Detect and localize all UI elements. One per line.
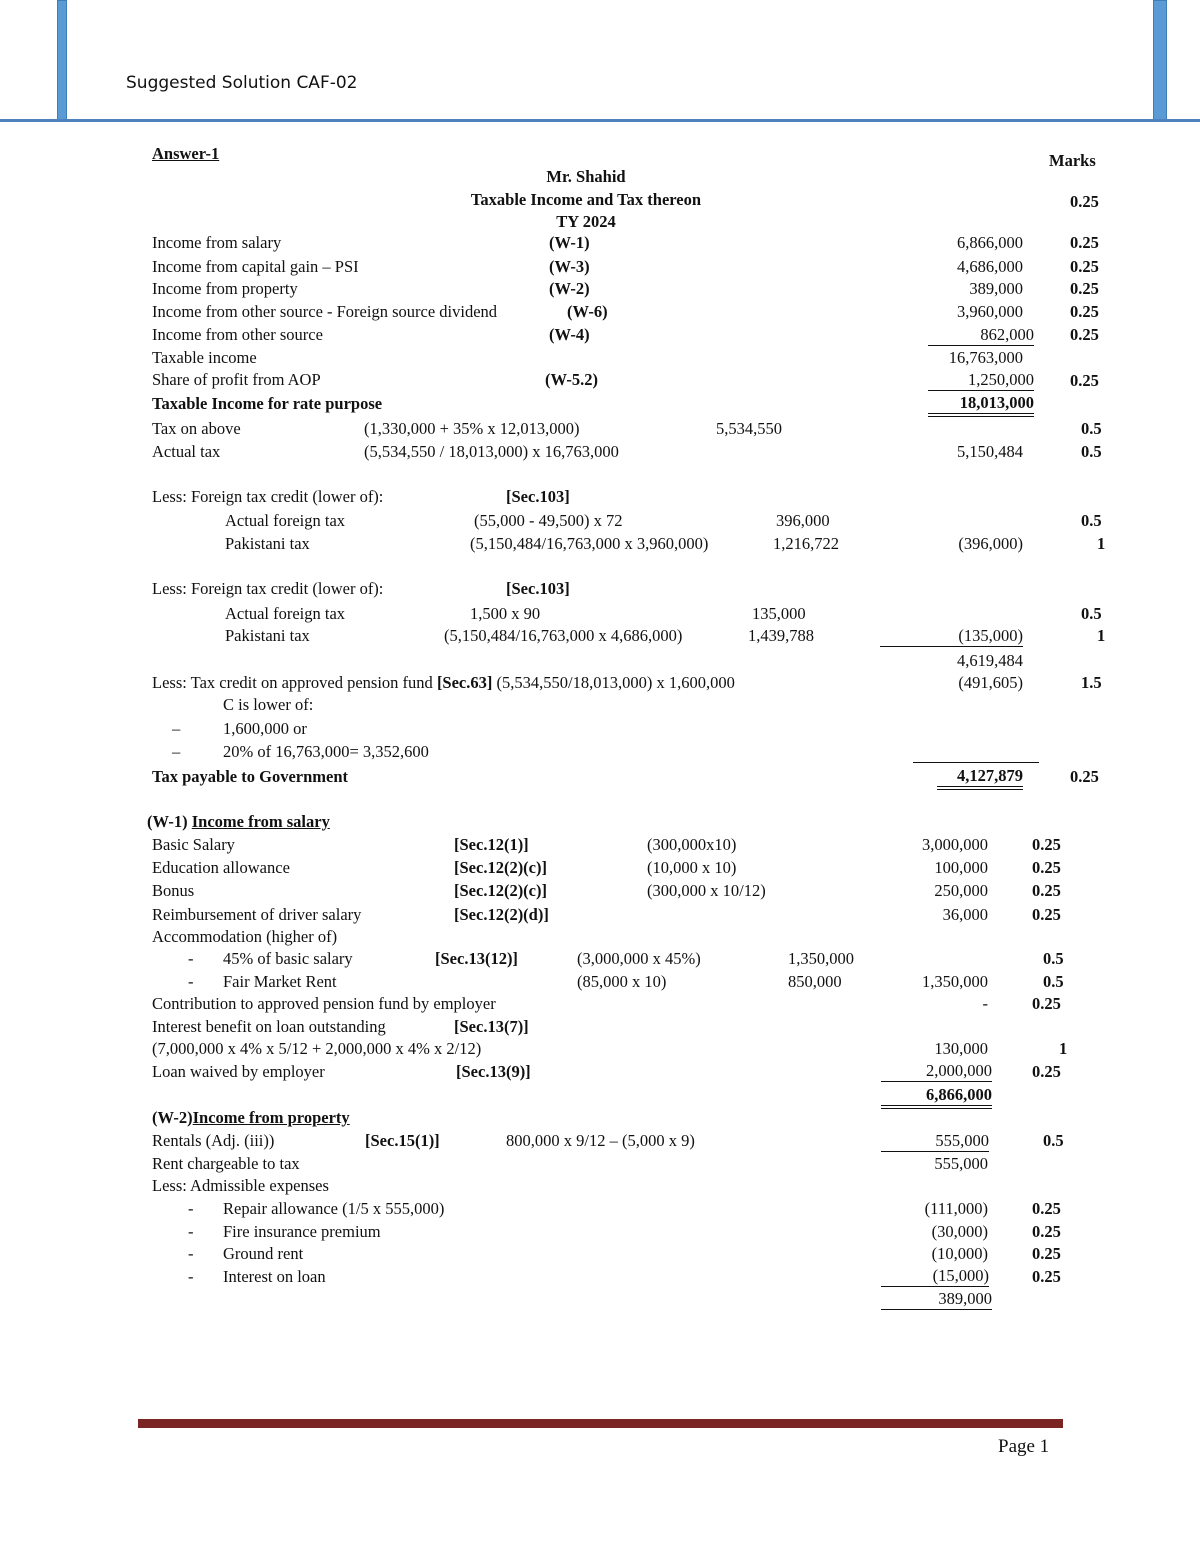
aop-amount: 1,250,000 (928, 370, 1034, 391)
pension-item: 1,600,000 or (223, 719, 307, 738)
rentals-label: Rentals (Adj. (iii)) (152, 1131, 275, 1150)
pension-credit-sec: [Sec.63] (436, 673, 493, 692)
ftc2-pak-mark: 1 (1097, 626, 1106, 645)
interest-benefit-amount: 130,000 (934, 1039, 988, 1058)
interest-benefit-mark: 1 (1059, 1039, 1068, 1058)
income-mark: 0.25 (1070, 257, 1099, 276)
employer-pension-mark: 0.25 (1032, 994, 1061, 1013)
accommodation-a-sec: [Sec.13(12)] (435, 949, 518, 968)
expense-label: Repair allowance (1/5 x 555,000) (223, 1199, 445, 1218)
tax-on-above-label: Tax on above (152, 419, 241, 438)
w1-amount: 250,000 (934, 881, 988, 900)
w1-calc: (300,000 x 10/12) (647, 881, 766, 900)
statement-name: Mr. Shahid (546, 167, 626, 186)
pension-credit-line (152, 673, 735, 693)
pension-dash: – (172, 742, 181, 761)
rate-purpose-label: Taxable Income for rate purpose (152, 394, 383, 413)
rentals-sec: [Sec.15(1)] (365, 1131, 440, 1150)
expense-bullet: - (188, 1222, 194, 1241)
pension-note: C is lower of: (223, 695, 314, 714)
w1-sec: [Sec.12(2)(c)] (454, 881, 547, 900)
payable-label: Tax payable to Government (152, 767, 349, 786)
actual-tax-label: Actual tax (152, 442, 221, 461)
divider-line (913, 762, 1039, 763)
w1-label: Bonus (152, 881, 195, 900)
aop-label: Share of profit from AOP (152, 370, 321, 389)
income-amount: 862,000 (928, 325, 1034, 346)
payable-mark: 0.25 (1070, 767, 1099, 786)
expense-label: Fire insurance premium (223, 1222, 381, 1241)
w1-heading (147, 812, 330, 832)
w1-amount: 36,000 (942, 905, 988, 924)
income-mark: 0.25 (1070, 279, 1099, 298)
w1-title: Income from salary (191, 812, 330, 831)
tax-on-above-mark: 0.5 (1081, 419, 1102, 438)
w1-sec: [Sec.12(2)(c)] (454, 858, 547, 877)
ftc1-actual-value: 396,000 (776, 511, 830, 530)
accommodation-label: Accommodation (higher of) (152, 927, 338, 946)
ftc2-actual-value: 135,000 (752, 604, 806, 623)
w1-amount: 3,000,000 (922, 835, 988, 854)
accommodation-bullet: - (188, 949, 194, 968)
expense-amount: (15,000) (881, 1266, 989, 1287)
pension-dash: – (172, 719, 181, 738)
statement-title: Taxable Income and Tax thereon (470, 190, 702, 209)
loan-waiver-sec: [Sec.13(9)] (456, 1062, 531, 1081)
ftc1-actual-formula: (55,000 - 49,500) x 72 (474, 511, 623, 530)
employer-pension-amount: - (982, 994, 988, 1013)
actual-tax-amount: 5,150,484 (957, 442, 1023, 461)
ftc2-label: Less: Foreign tax credit (lower of): (152, 579, 384, 598)
marks-label: Marks (1049, 151, 1096, 170)
ftc2-actual-mark: 0.5 (1081, 604, 1102, 623)
header-divider (0, 119, 1200, 122)
expense-bullet: - (188, 1267, 194, 1286)
employer-pension-label: Contribution to approved pension fund by employer (152, 994, 496, 1013)
w1-calc: (300,000x10) (647, 835, 737, 854)
expense-mark: 0.25 (1032, 1222, 1061, 1241)
income-label: Income from salary (152, 233, 282, 252)
payable-amount: 4,127,879 (937, 766, 1023, 790)
pension-credit-formula: (5,534,550/18,013,000) x 1,600,000 (496, 673, 735, 692)
income-ref: (W-4) (549, 325, 590, 344)
ftc2-pak-label: Pakistani tax (225, 626, 310, 645)
pension-item: 20% of 16,763,000= 3,352,600 (223, 742, 429, 761)
pension-credit-mark: 1.5 (1081, 673, 1102, 692)
income-mark: 0.25 (1070, 325, 1099, 344)
ftc1-pak-mark: 1 (1097, 534, 1106, 553)
statement-title-mark: 0.25 (1070, 192, 1099, 211)
income-label: Income from property (152, 279, 298, 298)
interest-benefit-calc: (7,000,000 x 4% x 5/12 + 2,000,000 x 4% x 2/12) (152, 1039, 482, 1058)
ftc2-pak-value: 1,439,788 (748, 626, 814, 645)
accommodation-b-calc: (85,000 x 10) (577, 972, 667, 991)
pension-credit-amount: (491,605) (958, 673, 1023, 692)
w1-mark: 0.25 (1032, 905, 1061, 924)
accommodation-a-mark: 0.5 (1043, 949, 1064, 968)
w1-label: Reimbursement of driver salary (152, 905, 362, 924)
w1-total: 6,866,000 (881, 1085, 992, 1109)
income-mark: 0.25 (1070, 302, 1099, 321)
ftc2-amount: (135,000) (880, 626, 1023, 647)
rentals-mark: 0.5 (1043, 1131, 1064, 1150)
header-title: Suggested Solution CAF-02 (126, 73, 358, 93)
expense-mark: 0.25 (1032, 1199, 1061, 1218)
interest-benefit-sec: [Sec.13(7)] (454, 1017, 529, 1036)
accommodation-a-value: 1,350,000 (788, 949, 854, 968)
w1-label: Basic Salary (152, 835, 235, 854)
interest-benefit-label: Interest benefit on loan outstanding (152, 1017, 386, 1036)
income-label: Income from capital gain – PSI (152, 257, 359, 276)
income-ref: (W-2) (549, 279, 590, 298)
accommodation-b-mark: 0.5 (1043, 972, 1064, 991)
ftc1-pak-value: 1,216,722 (773, 534, 839, 553)
income-amount: 3,960,000 (957, 302, 1023, 321)
loan-waiver-label: Loan waived by employer (152, 1062, 325, 1081)
header-left-bar (57, 0, 67, 120)
ftc2-sec: [Sec.103] (506, 579, 570, 598)
w1-label: Education allowance (152, 858, 290, 877)
expense-bullet: - (188, 1199, 194, 1218)
income-amount: 389,000 (969, 279, 1023, 298)
chargeable-label: Rent chargeable to tax (152, 1154, 300, 1173)
w1-calc: (10,000 x 10) (647, 858, 737, 877)
expense-mark: 0.25 (1032, 1267, 1061, 1286)
ftc1-sec: [Sec.103] (506, 487, 570, 506)
actual-tax-mark: 0.5 (1081, 442, 1102, 461)
pension-credit-label: Less: Tax credit on approved pension fund (152, 673, 433, 692)
accommodation-a-calc: (3,000,000 x 45%) (577, 949, 701, 968)
rate-purpose-amount: 18,013,000 (928, 393, 1034, 417)
ftc1-label: Less: Foreign tax credit (lower of): (152, 487, 384, 506)
expense-mark: 0.25 (1032, 1244, 1061, 1263)
statement-year: TY 2024 (556, 212, 616, 231)
income-ref: (W-3) (549, 257, 590, 276)
header-right-bar (1153, 0, 1167, 120)
answer-label: Answer-1 (152, 144, 220, 163)
page-number: Page 1 (998, 1436, 1050, 1457)
accommodation-a-label: 45% of basic salary (223, 949, 353, 968)
w1-sec: [Sec.12(2)(d)] (454, 905, 549, 924)
accommodation-b-label: Fair Market Rent (223, 972, 337, 991)
w1-mark: 0.25 (1032, 881, 1061, 900)
taxable-income-label: Taxable income (152, 348, 257, 367)
income-ref: (W-6) (567, 302, 608, 321)
income-ref: (W-1) (549, 233, 590, 252)
income-label: Income from other source - Foreign source dividend (152, 302, 498, 321)
loan-waiver-mark: 0.25 (1032, 1062, 1061, 1081)
ftc1-pak-formula: (5,150,484/16,763,000 x 3,960,000) (470, 534, 709, 553)
accommodation-amount: 1,350,000 (922, 972, 988, 991)
ftc1-amount: (396,000) (958, 534, 1023, 553)
w1-amount: 100,000 (934, 858, 988, 877)
w2-prefix: (W-2) (152, 1108, 193, 1127)
ftc1-actual-mark: 0.5 (1081, 511, 1102, 530)
w2-title: Income from property (192, 1108, 350, 1127)
aop-ref: (W-5.2) (545, 370, 598, 389)
taxable-income-amount: 16,763,000 (948, 348, 1023, 367)
ftc1-actual-label: Actual foreign tax (225, 511, 346, 530)
w1-mark: 0.25 (1032, 835, 1061, 854)
w2-total: 389,000 (881, 1289, 992, 1310)
ftc1-pak-label: Pakistani tax (225, 534, 310, 553)
expense-amount: (111,000) (924, 1199, 988, 1218)
tax-on-above-value: 5,534,550 (716, 419, 782, 438)
accommodation-b-value: 850,000 (788, 972, 842, 991)
chargeable-amount: 555,000 (934, 1154, 988, 1173)
ftc2-actual-formula: 1,500 x 90 (470, 604, 541, 623)
income-mark: 0.25 (1070, 233, 1099, 252)
aop-mark: 0.25 (1070, 371, 1099, 390)
admissible-expenses-label: Less: Admissible expenses (152, 1176, 329, 1195)
accommodation-bullet: - (188, 972, 194, 991)
income-amount: 6,866,000 (957, 233, 1023, 252)
w2-heading (152, 1108, 350, 1128)
loan-waiver-amount: 2,000,000 (881, 1061, 992, 1082)
ftc2-actual-label: Actual foreign tax (225, 604, 346, 623)
expense-label: Ground rent (223, 1244, 304, 1263)
w1-mark: 0.25 (1032, 858, 1061, 877)
expense-amount: (30,000) (931, 1222, 988, 1241)
actual-tax-formula: (5,534,550 / 18,013,000) x 16,763,000 (364, 442, 619, 461)
expense-label: Interest on loan (223, 1267, 326, 1286)
w1-sec: [Sec.12(1)] (454, 835, 529, 854)
income-label: Income from other source (152, 325, 323, 344)
expense-amount: (10,000) (931, 1244, 988, 1263)
rentals-calc: 800,000 x 9/12 – (5,000 x 9) (506, 1131, 695, 1150)
subtotal-amount: 4,619,484 (957, 651, 1023, 670)
rentals-amount: 555,000 (881, 1131, 989, 1152)
expense-bullet: - (188, 1244, 194, 1263)
w1-prefix: (W-1) (147, 812, 188, 831)
ftc2-pak-formula: (5,150,484/16,763,000 x 4,686,000) (444, 626, 683, 645)
income-amount: 4,686,000 (957, 257, 1023, 276)
tax-on-above-formula: (1,330,000 + 35% x 12,013,000) (364, 419, 580, 438)
footer-bar (138, 1419, 1063, 1428)
